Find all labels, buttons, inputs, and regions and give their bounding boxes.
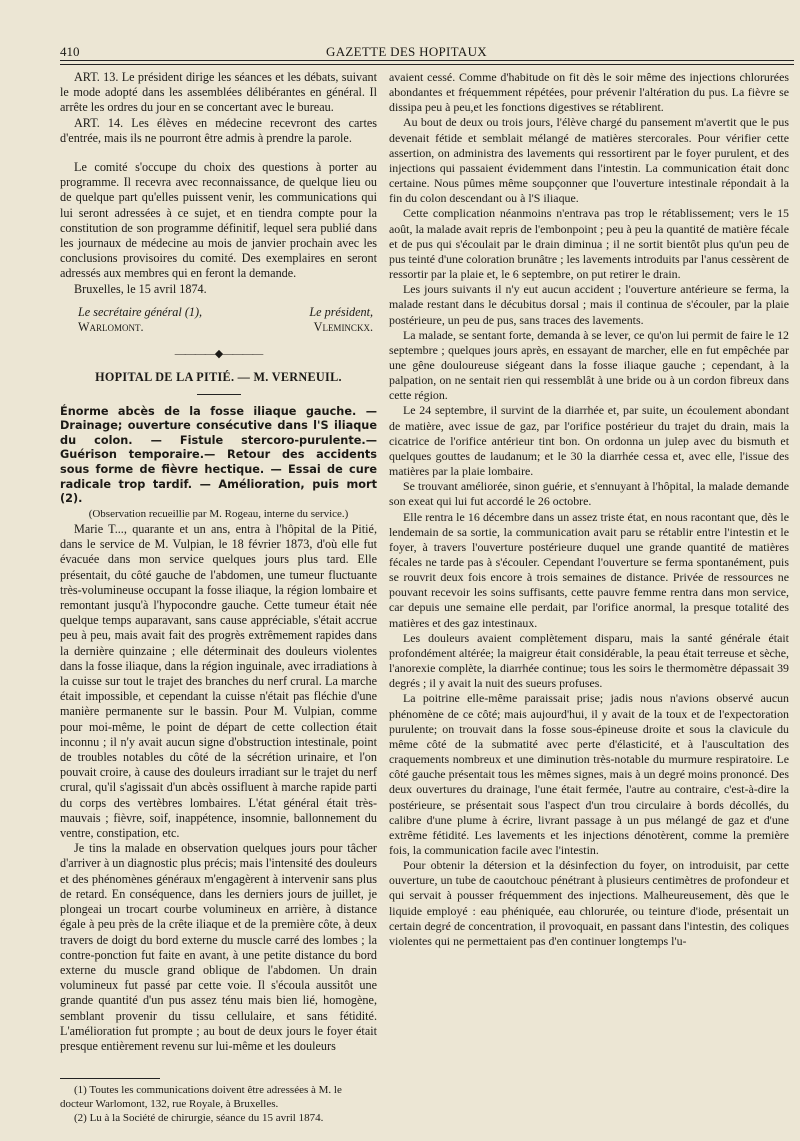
signature-titles — [60, 305, 377, 320]
section-ornament: ————◆———— — [174, 348, 263, 361]
article-13: ART. 13. Le président dirige les séances et les débats, suivant le mode adopté dans les assemblées délibérantes en général. Il arrête les ordres du jour en se concertant avec le bureau. — [60, 70, 377, 115]
right-paragraph-2: Au bout de deux ou trois jours, l'élève chargé du pansement m'avertit que le pus devenait fétide et semblait mélangé de matières stercorales. Pour vérifier cette assertion, on administra des lavements qui ressortirent par le foyer purulent, et des injections qui passaient évidemment dans l'intestin. La communication était donc certaine. Nous pûmes même soupçonner que l'ouverture intestinale répondait à la fin du colon descendant ou à l'S iliaque. — [389, 115, 789, 206]
footnote-2: (2) Lu à la Société de chirurgie, séance du 15 avril 1874. — [74, 1112, 324, 1124]
right-paragraph-6: Le 24 septembre, il survint de la diarrhée et, par suite, un écoulement abondant de matière, avec issue de gaz, par l'orifice postérieur du trajet du drain, mais la cicatrice de l'orifice antérieur tint bon. On ordonna un julep avec du bismuth et quelques gouttes de laudanum; et le 30 la diarrhée cessa et, avec elle, l'issue des matières par la plaie lombaire. — [389, 403, 789, 479]
observation-credit: (Observation recueillie par M. Rogeau, interne du service.) — [88, 507, 349, 520]
case-summary: Énorme abcès de la fosse iliaque gauche. — Drainage; ouverture consécutive dans l'S iliaque du colon. — Fistule stercoro-purulente.— Guérison temporaire.— Retour des accidents sous forme de fièvre hectique. — Essai de cure radicale trop tardif. — Amélioration, puis mort (2). — [60, 404, 377, 506]
footnotes — [60, 1078, 377, 1125]
right-column — [389, 70, 789, 949]
signature-names — [60, 320, 377, 335]
hospital-heading: HOPITAL DE LA PITIÉ. — M. VERNEUIL. — [95, 370, 342, 385]
article-14: ART. 14. Les élèves en médecine recevront des cartes d'entrée, mais ils ne pourront être admis à prendre la parole. — [60, 115, 377, 145]
right-paragraph-7: Se trouvant améliorée, sinon guérie, et s'ennuyant à l'hôpital, la malade demande son exeat qui lui fut accordé le 26 octobre. — [389, 479, 789, 509]
case-paragraph-1: Marie T..., quarante et un ans, entra à l'hôpital de la Pitié, dans le service de M. Vulpian, le 18 février 1873, d'où elle fut évacuée dans mon service quelques jours plus tard. Elle présentait, du côté gauche de l'abdomen, une tumeur fluctuante très-volumineuse occupant la fosse iliaque, la région lombaire et remontant jusqu'à l'hypocondre gauche. Cette tumeur était née quelque temps auparavant, sans cause appréciable, s'était accrue peu à peu, mais avait fait des progrès extrêmement rapides dans la dernière quinzaine ; elle déterminait des douleurs violentes dans la fosse iliaque, dans la région inguinale, avec irradiations à la cuisse sur tout le trajet des branches du nerf crural. La marche était impossible, et cependant la cuisse n'était pas fléchie d'une manière permanente sur le bassin. Pour M. Vulpian, comme pour moi-même, le point de départ de cette collection était inconnu ; il n'y avait aucun signe d'obstruction intestinale, point de troubles notables du côté de la sécrétion urinaire, et l'on pouvait croire, à cause des douleurs irradiant sur le trajet du nerf crural, qu'il s'agissait d'un abcès ossifluent à marche rapide parti du corps des vertèbres lombaires. L'état général était très-mauvais ; fièvre, soif, inappétence, insomnie, ballonnement du ventre, constipation, etc. — [60, 522, 377, 841]
secretary-name: Warlomont. — [78, 320, 144, 335]
case-paragraph-2: Je tins la malade en observation quelques jours pour tâcher d'arriver à un diagnostic plus précis; mais l'intensité des douleurs et des phénomènes généraux m'engagèrent à intervenir sans plus de retard. En conséquence, dans les derniers jours de juillet, je plongeai un trocart courbe volumineux en arrière, à distance égale à peu près de la crête iliaque et de la première côte, à deux travers de doigt du bord externe du muscle carré des lombes ; la contre-ponction fut faite en avant, à une petite distance du bord externe du muscle grand oblique de l'abdomen. Un drain volumineux fut passé par cette voie. Il s'écoula aussitôt une grande quantité d'un pus assez ténu mais bien lié, homogène, semblant provenir du tissu cellulaire, et sans fétidité. L'amélioration fut prompte ; au bout de deux jours le foyer était presque entièrement revenu sur lui-même et les douleurs — [60, 841, 377, 1053]
heading-rule — [197, 394, 241, 395]
dateline: Bruxelles, le 15 avril 1874. — [74, 281, 207, 296]
president-name: Vleminckx. — [313, 320, 373, 335]
right-paragraph-3: Cette complication néanmoins n'entrava pas trop le rétablissement; vers le 15 août, la malade avait repris de l'embonpoint ; peu à peu la quantité de matière fécale et de pus qui s'écoulait par le drain diminua ; il ne sortit bientôt plus qu'un peu de pus teinté d'une coloration brunâtre ; les lavements introduits par l'anus cessèrent de ressortir par la plaie et, le 6 septembre, on put retirer le drain. — [389, 206, 789, 282]
president-title: Le président, — [309, 304, 373, 319]
right-paragraph-4: Les jours suivants il n'y eut aucun accident ; l'ouverture antérieure se ferma, la malade restant dans le décubitus dorsal ; mais il continua de s'écouler, par la plaie postérieure, un peu de pus, sans traces des lavements. — [389, 282, 789, 327]
secretary-title: Le secrétaire général (1), — [78, 304, 203, 319]
right-paragraph-1: avaient cessé. Comme d'habitude on fit dès le soir même des injections chlorurées abondantes et fréquemment répétées, pour prévenir l'altération du pus. La fièvre se dissipa peu à peu,et les fonctions digestives se rétablirent. — [389, 70, 789, 115]
running-title: GAZETTE DES HOPITAUX — [326, 44, 487, 59]
spacer — [60, 146, 377, 160]
page-number: 410 — [60, 44, 80, 59]
right-paragraph-5: La malade, se sentant forte, demanda à se lever, ce qu'on lui permit de faire le 12 septembre ; quelques jours après, en essayant de marcher, elle en fut empêchée par une gêne douloureuse siégeant dans la fosse iliaque gauche ; cependant, à la palpation, on ne sentait rien qui ressemblât à une bride ou à un cordon fibreux dans cette région. — [389, 327, 789, 403]
footnote-rule — [60, 1078, 160, 1079]
header-rule — [60, 60, 794, 61]
footnote-1: (1) Toutes les communications doivent être adressées à M. le docteur Warlomont, 132, rue Royale, à Bruxelles. — [60, 1084, 342, 1110]
left-column — [60, 70, 377, 1054]
header-rule-thin — [60, 64, 794, 65]
committee-paragraph: Le comité s'occupe du choix des questions à porter au programme. Il recevra avec reconnaissance, de quelque lieu ou de quelque part qu'elles puissent venir, les communications qui lui seront adressées à ce sujet, et en tiendra compte pour la constitution de son programme définitif, lequel sera publié dans les journaux de médecine au mois de janvier prochain avec les conclusions provisoires du comité. Des exemplaires en seront adressés aux membres qui en feront la demande. — [60, 160, 377, 281]
right-paragraph-11: Pour obtenir la détersion et la désinfection du foyer, on introduisit, par cette ouverture, un tube de caoutchouc pénétrant à plusieurs centimètres de profondeur et qui servait à pousser fréquemment des injections. Malheureusement, dès que le liquide employé : eau phéniquée, eau chlorurée, ou teinture d'iode, présentait un certain degré de concentration, il provoquait, en passant dans l'intestin, des coliques violentes qui ne permettaient pas d'en continuer longtemps l'u- — [389, 858, 789, 948]
right-paragraph-10: La poitrine elle-même paraissait prise; jadis nous n'avions observé aucun phénomène de ce côté; mais aujourd'hui, il y avait de la toux et de l'expectoration purulente; on trouvait dans la fosse sous-épineuse droite et sous la clavicule du même côté de la submatité avec perte d'élasticité, et à l'auscultation des craquements nombreux et une diminution très-notable du murmure respiratoire. Le côté gauche présentait tous les mêmes signes, mais à un degré moins prononcé. Des deux ouvertures du drainage, l'une était fermée, l'autre au contraire, c'est-à-dire la postérieure, se présentait sous l'aspect d'un trou circulaire à bords décollés, du calibre d'une plume à écrire, livrant passage à un pus mélangé de gaz et d'une extrême fétidité. Les lavements et les injections dénotèrent, comme la première fois, la communication facile avec l'intestin. — [389, 691, 789, 857]
right-paragraph-9: Les douleurs avaient complètement disparu, mais la santé générale était profondément altérée; la maigreur était considérable, la peau était terreuse et sèche, l'anorexie complète, la diarrhée continue; tous les soirs le thermomètre dépassait 39 degrés ; il y avait la nuit des sueurs profuses. — [389, 630, 789, 691]
right-paragraph-8: Elle rentra le 16 décembre dans un assez triste état, en nous racontant que, dès le lendemain de sa sortie, la communication avait paru se rétablir entre l'intestin et le foyer, à travers l'ouverture postérieure duquel une grande quantité de matières fécales ne tarde pas à s'écouler. Cependant l'ouverture se ferma spontanément, puis se rouvrit deux fois encore à trois semaines de distance. Privée de ressources ne pouvant recevoir les soins suffisants, cette pauvre femme rentra dans mon service, car depuis une semaine elle perdait, par l'orifice anormal, la presque totalité des matières et des gaz intestinaux. — [389, 509, 789, 630]
